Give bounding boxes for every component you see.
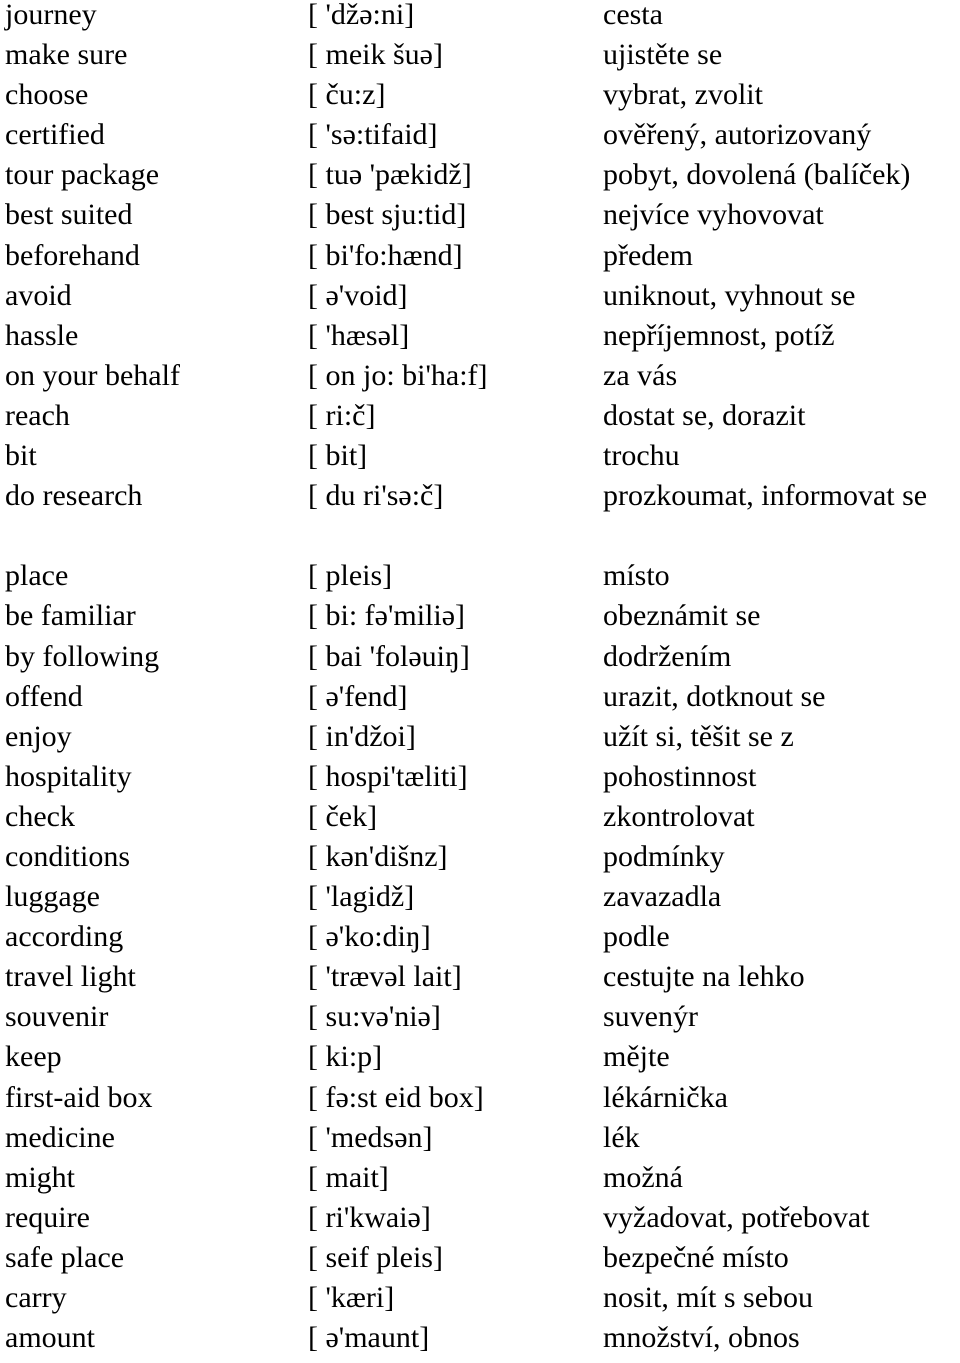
czech-translation: ověřený, autorizovaný [603, 118, 872, 152]
pronunciation: [ kən'dišnz] [308, 839, 448, 873]
english-word: make sure [5, 38, 128, 72]
pronunciation: [ 'sə:tifaid] [308, 118, 438, 152]
czech-translation: bezpečné místo [603, 1240, 789, 1274]
vocab-row [0, 962, 960, 1002]
czech-translation: předem [603, 238, 693, 272]
vocab-row [0, 481, 960, 561]
vocab-row [0, 1120, 960, 1163]
vocab-row [0, 200, 960, 240]
czech-translation: mějte [603, 1040, 670, 1074]
english-word: beforehand [5, 238, 140, 272]
english-word: offend [5, 679, 83, 713]
english-word: keep [5, 1040, 62, 1074]
vocab-row [0, 1323, 960, 1363]
vocab-row [0, 358, 960, 401]
pronunciation: [ 'džə:ni] [308, 0, 415, 31]
czech-translation: cesta [603, 0, 663, 31]
vocab-row [0, 40, 960, 80]
czech-translation: nepříjemnost, potíž [603, 318, 835, 352]
english-word: check [5, 799, 75, 833]
czech-translation: zkontrolovat [603, 799, 755, 833]
vocab-row [0, 561, 960, 601]
pronunciation: [ pleis] [308, 559, 393, 593]
pronunciation: [ seif pleis] [308, 1240, 443, 1274]
english-word: on your behalf [5, 358, 180, 392]
czech-translation: dostat se, dorazit [603, 398, 806, 432]
pronunciation: [ 'medsən] [308, 1120, 433, 1154]
english-word: choose [5, 78, 89, 112]
vocab-row [0, 719, 960, 762]
vocab-row [0, 1240, 960, 1283]
czech-translation: pohostinnost [603, 759, 757, 793]
english-word: travel light [5, 960, 136, 994]
english-word: do research [5, 479, 143, 513]
english-word: first-aid box [5, 1080, 153, 1114]
czech-translation: vyžadovat, potřebovat [603, 1200, 870, 1234]
czech-translation: prozkoumat, informovat se [603, 479, 928, 513]
vocab-row [0, 839, 960, 882]
vocab-row [0, 80, 960, 120]
english-word: be familiar [5, 599, 136, 633]
english-word: according [5, 920, 124, 954]
pronunciation: [ 'hæsəl] [308, 318, 410, 352]
czech-translation: užít si, těšit se z [603, 719, 794, 753]
pronunciation: [ bi: fə'miliə] [308, 599, 466, 633]
english-word: place [5, 559, 69, 593]
czech-translation: suvenýr [603, 1000, 698, 1034]
pronunciation: [ mait] [308, 1160, 389, 1194]
pronunciation: [ hospi'tæliti] [308, 759, 468, 793]
english-word: avoid [5, 278, 72, 312]
vocab-row [0, 922, 960, 962]
czech-translation: zavazadla [603, 880, 722, 914]
english-word: hospitality [5, 759, 132, 793]
vocab-row [0, 1042, 960, 1082]
vocab-row [0, 398, 960, 441]
vocab-row [0, 278, 960, 321]
english-word: tour package [5, 158, 160, 192]
english-word: amount [5, 1321, 95, 1355]
english-word: enjoy [5, 719, 72, 753]
pronunciation: [ ə'fend] [308, 679, 408, 713]
english-word: safe place [5, 1240, 125, 1274]
pronunciation: [ bi'fo:hænd] [308, 238, 463, 272]
czech-translation: obeznámit se [603, 599, 761, 633]
czech-translation: lék [603, 1120, 640, 1154]
vocab-row [0, 679, 960, 722]
czech-translation: lékárnička [603, 1080, 728, 1114]
english-word: souvenir [5, 1000, 109, 1034]
czech-translation: trochu [603, 439, 680, 473]
vocab-row [0, 639, 960, 682]
pronunciation: [ su:və'niə] [308, 1000, 441, 1034]
pronunciation: [ ri:č] [308, 398, 376, 432]
english-word: journey [5, 0, 97, 31]
vocab-row [0, 238, 960, 281]
czech-translation: cestujte na lehko [603, 960, 805, 994]
pronunciation: [ ki:p] [308, 1040, 383, 1074]
pronunciation: [ 'lagidž] [308, 880, 415, 914]
czech-translation: místo [603, 559, 670, 593]
english-word: require [5, 1200, 90, 1234]
vocab-row [0, 0, 960, 40]
pronunciation: [ bai 'foləuiŋ] [308, 639, 470, 673]
english-word: by following [5, 639, 160, 673]
vocab-row [0, 1200, 960, 1243]
vocab-row [0, 1283, 960, 1323]
czech-translation: vybrat, zvolit [603, 78, 763, 112]
pronunciation: [ bit] [308, 439, 368, 473]
czech-translation: nejvíce vyhovovat [603, 198, 824, 232]
czech-translation: možná [603, 1160, 683, 1194]
vocab-row [0, 318, 960, 361]
vocab-row [0, 601, 960, 641]
pronunciation: [ meik šuə] [308, 38, 443, 72]
pronunciation: [ on jo: bi'ha:f] [308, 358, 488, 392]
pronunciation: [ 'kæri] [308, 1281, 395, 1314]
vocab-row [0, 1080, 960, 1123]
pronunciation: [ ček] [308, 799, 378, 833]
vocab-row [0, 120, 960, 160]
vocab-row [0, 1002, 960, 1042]
czech-translation: dodržením [603, 639, 732, 673]
czech-translation: množství, obnos [603, 1321, 800, 1355]
czech-translation: podmínky [603, 839, 725, 873]
pronunciation: [ tuə 'pækidž] [308, 158, 472, 192]
english-word: medicine [5, 1120, 115, 1154]
english-word: bit [5, 439, 37, 473]
pronunciation: [ best sju:tid] [308, 198, 467, 232]
czech-translation: uniknout, vyhnout se [603, 278, 856, 312]
pronunciation: [ ču:z] [308, 78, 386, 112]
vocab-row [0, 1160, 960, 1203]
vocab-row [0, 160, 960, 200]
english-word: certified [5, 118, 105, 152]
pronunciation: [ du ri'sə:č] [308, 479, 444, 513]
czech-translation: ujistěte se [603, 38, 723, 72]
english-word: carry [5, 1281, 67, 1314]
pronunciation: [ ri'kwaiə] [308, 1200, 431, 1234]
vocab-row [0, 759, 960, 802]
czech-translation: za vás [603, 358, 678, 392]
english-word: conditions [5, 839, 130, 873]
english-word: might [5, 1160, 76, 1194]
vocab-row [0, 799, 960, 842]
pronunciation: [ ə'maunt] [308, 1321, 430, 1355]
czech-translation: podle [603, 920, 670, 954]
czech-translation: nosit, mít s sebou [603, 1281, 814, 1314]
czech-translation: pobyt, dovolená (balíček) [603, 158, 911, 192]
pronunciation: [ fə:st eid box] [308, 1080, 484, 1114]
english-word: reach [5, 398, 70, 432]
vocab-row [0, 882, 960, 922]
pronunciation: [ ə'ko:diŋ] [308, 920, 431, 954]
pronunciation: [ 'trævəl lait] [308, 960, 462, 994]
english-word: best suited [5, 198, 133, 232]
english-word: luggage [5, 880, 100, 914]
english-word: hassle [5, 318, 79, 352]
vocab-row [0, 441, 960, 481]
pronunciation: [ in'džoi] [308, 719, 416, 753]
pronunciation: [ ə'void] [308, 278, 408, 312]
czech-translation: urazit, dotknout se [603, 679, 826, 713]
